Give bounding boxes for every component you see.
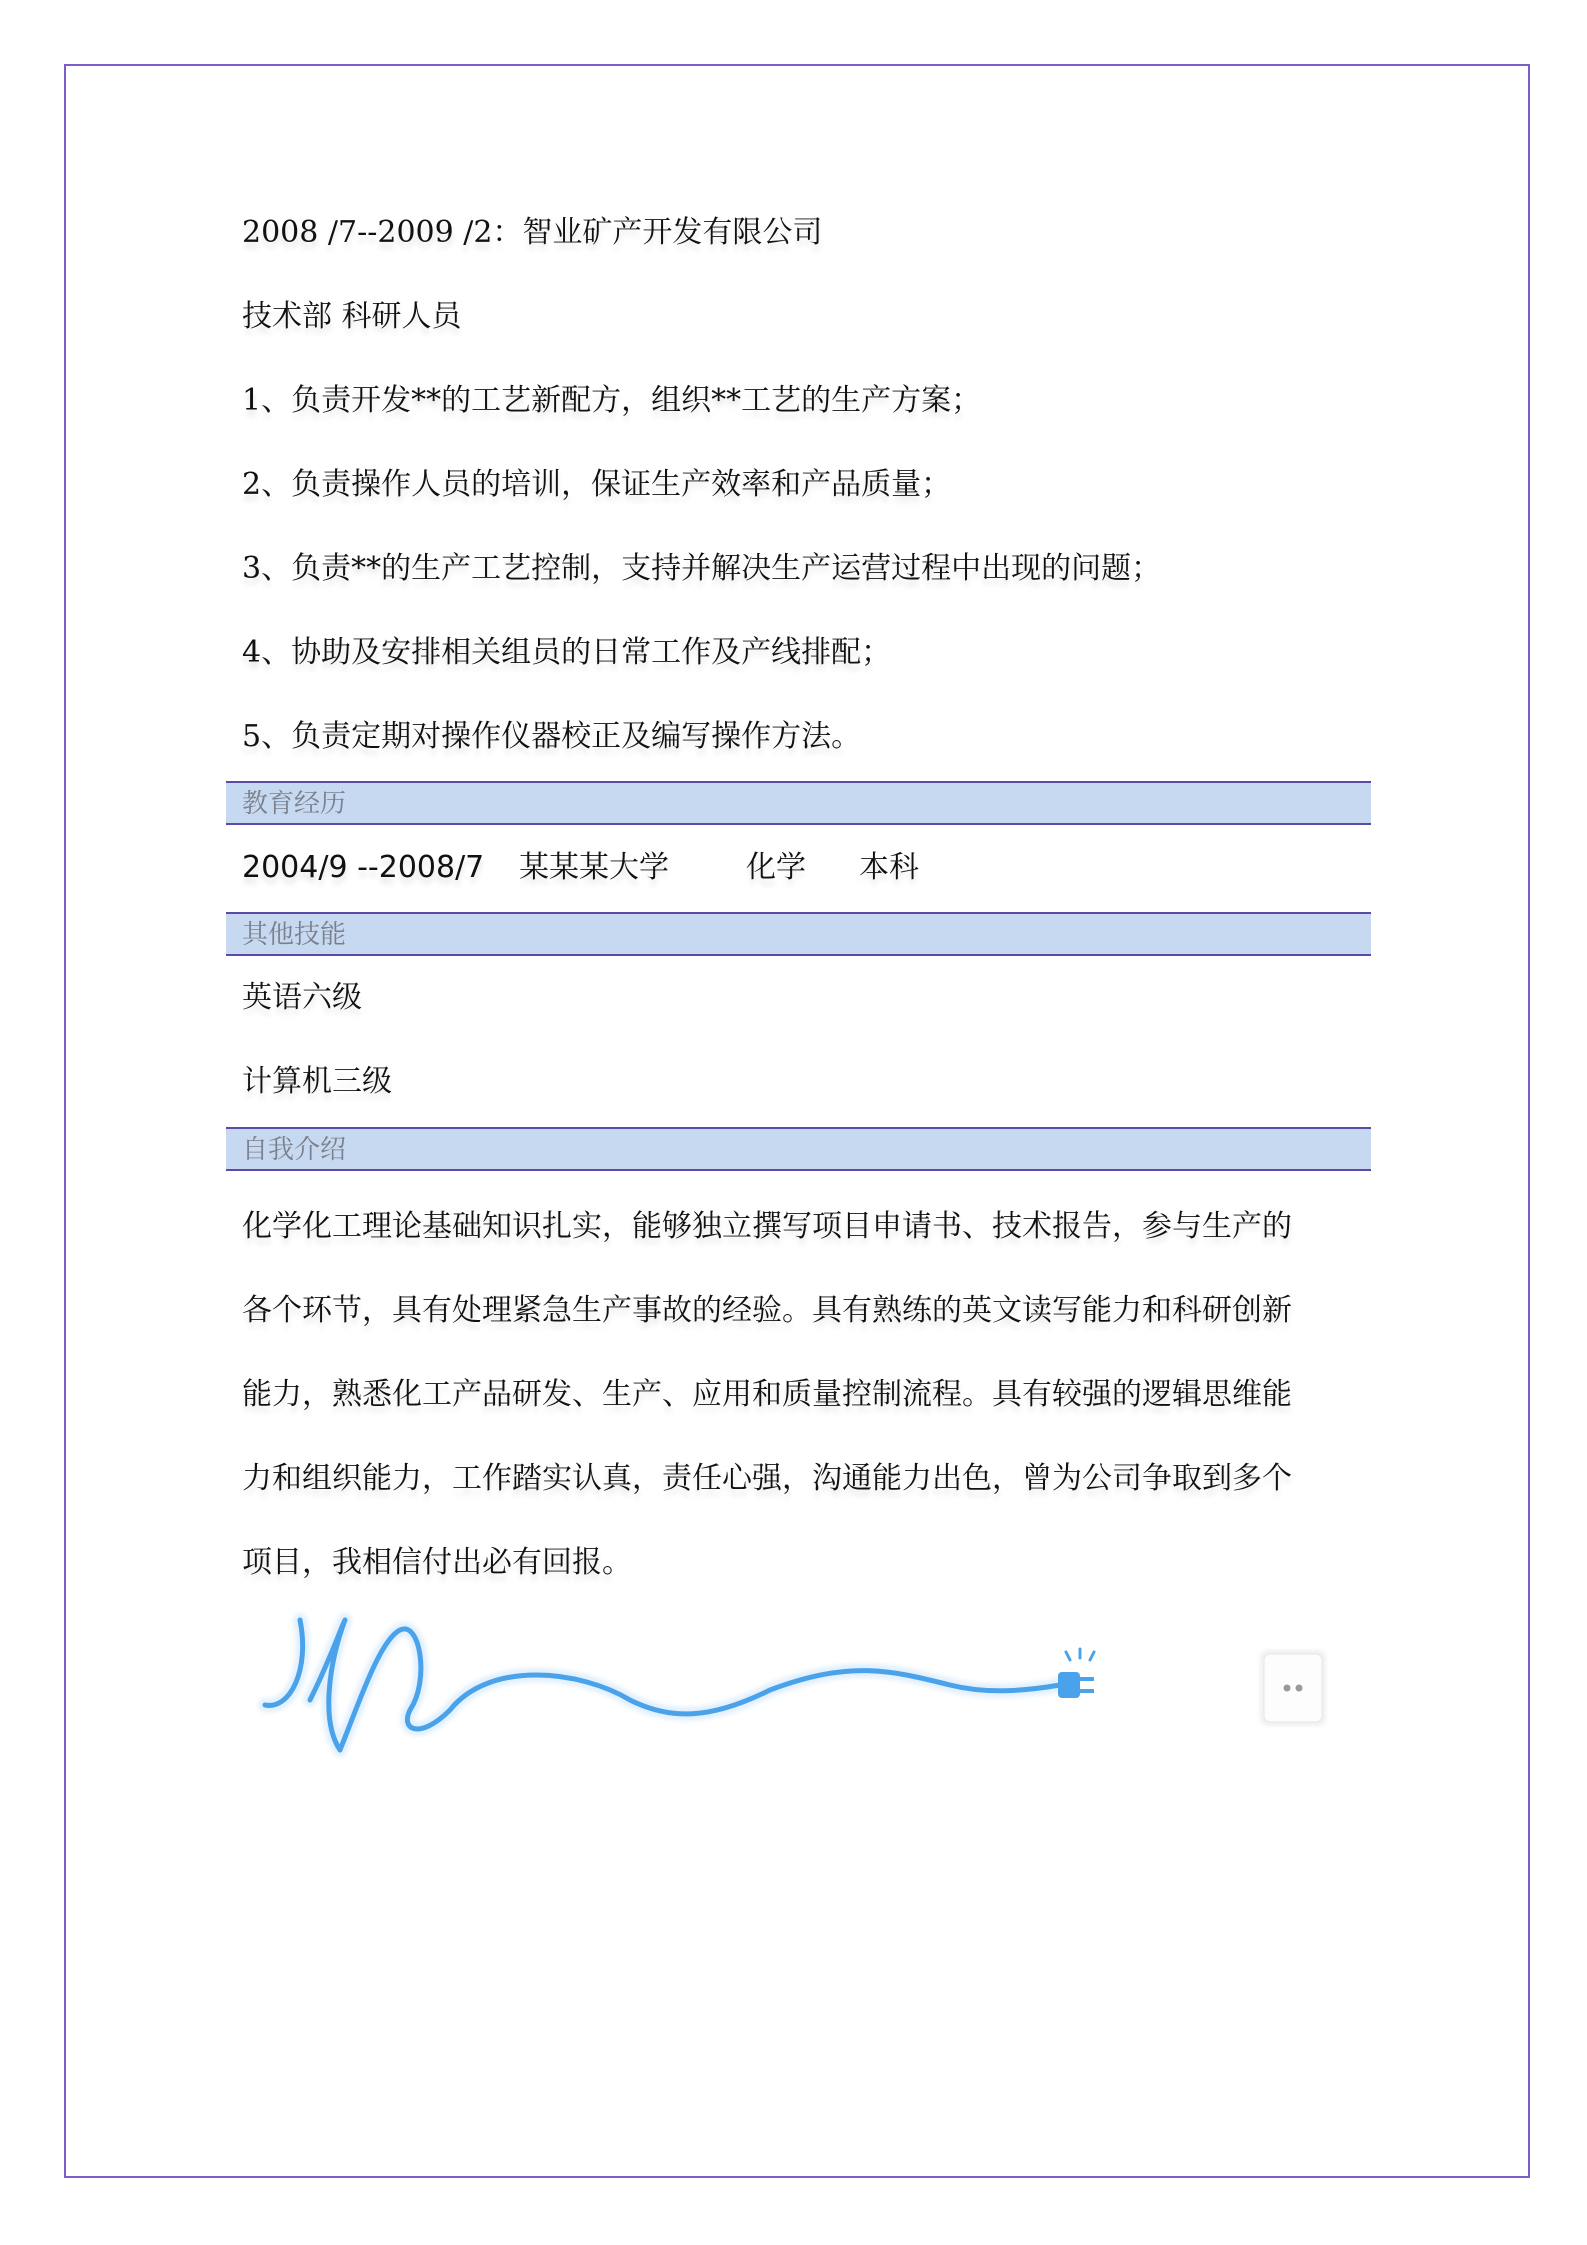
intro-paragraph [242,1185,1367,1605]
intro-line: 化学化工理论基础知识扎实，能够独立撰写项目申请书、技术报告，参与生产的 [242,1209,1292,1244]
section-header-skills [226,912,1371,956]
intro-line: 项目，我相信付出必有回报。 [242,1545,632,1580]
section-title: 自我介绍 [242,1135,347,1165]
education-degree: 本科 [859,850,919,885]
duty-item: 1、负责开发**的工艺新配方，组织**工艺的生产方案； [242,383,982,418]
education-period: 2004/9 --2008/7 [242,850,485,885]
skill-item: 计算机三级 [242,1064,392,1099]
intro-line: 力和组织能力，工作踏实认真，责任心强，沟通能力出色，曾为公司争取到多个 [242,1461,1292,1496]
blue-cable-icon [265,1620,1060,1750]
duty-item: 3、负责**的生产工艺控制，支持并解决生产运营过程中出现的问题； [242,551,1162,586]
work-dept-role: 技术部 科研人员 [242,299,462,334]
intro-line: 各个环节，具有处理紧急生产事故的经验。具有熟练的英文读写能力和科研创新 [242,1293,1292,1328]
cable-decoration [250,1600,1370,1800]
section-title: 教育经历 [242,789,347,819]
education-school: 某某某大学 [519,850,669,885]
section-header-intro [226,1127,1371,1171]
duty-item: 4、协助及安排相关组员的日常工作及产线排配； [242,635,892,670]
power-plug-icon [1058,1649,1094,1698]
education-row [242,848,1342,888]
duty-item: 2、负责操作人员的培训，保证生产效率和产品质量； [242,467,952,502]
education-major: 化学 [746,850,806,885]
section-header-education [226,781,1371,825]
work-period-company: 2008 /7--2009 /2：智业矿产开发有限公司 [242,215,823,250]
duty-item: 5、负责定期对操作仪器校正及编写操作方法。 [242,719,862,754]
skill-item: 英语六级 [242,980,362,1015]
intro-line: 能力，熟悉化工产品研发、生产、应用和质量控制流程。具有较强的逻辑思维能 [242,1377,1292,1412]
wall-socket-icon [1262,1652,1324,1724]
section-title: 其他技能 [242,920,347,950]
